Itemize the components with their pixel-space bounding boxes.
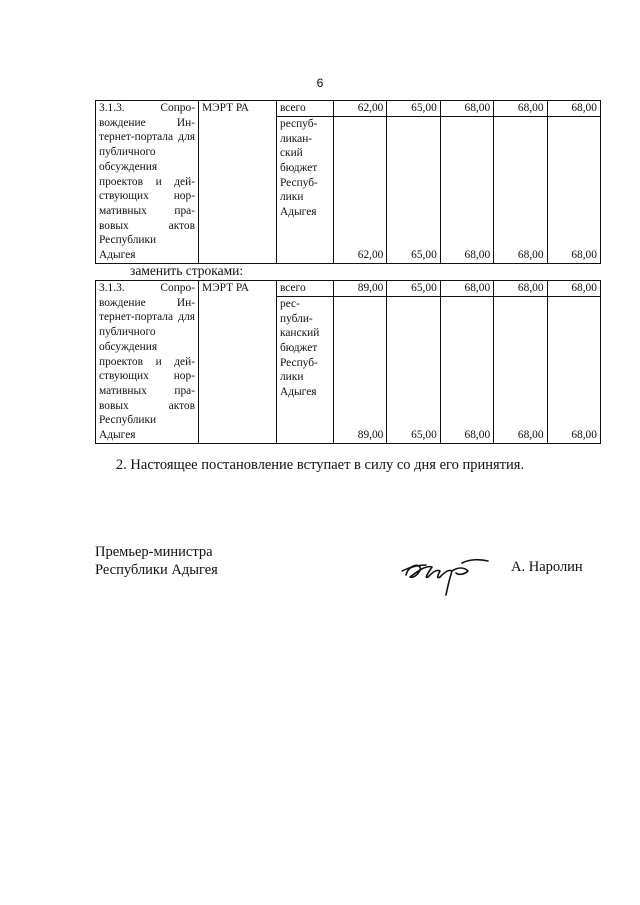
total-value-4: 68,00 (494, 281, 547, 297)
executor-cell: МЭРТ РА (199, 281, 277, 444)
budget-value-2: 65,00 (387, 296, 440, 443)
total-label: всего (277, 101, 334, 117)
budget-value-3: 68,00 (440, 116, 493, 263)
signatory-title (95, 543, 218, 579)
total-value-5: 68,00 (547, 101, 600, 117)
total-label: всего (277, 281, 334, 297)
total-value-2: 65,00 (387, 281, 440, 297)
budget-value-5: 68,00 (547, 296, 600, 443)
replace-instruction: заменить строками: (130, 263, 244, 278)
signatory-name: А. Наролин (511, 559, 583, 575)
budget-value-4: 68,00 (494, 296, 547, 443)
handwritten-signature (398, 545, 498, 600)
page-number: 6 (316, 76, 324, 90)
item-cell: 3.1.3. Сопро-вождение Ин-тернет-портала для публичного обсуждения проектов и дей-ствующих нор-мативных пра-вовых актов Республики Адыгея (96, 101, 199, 264)
total-value-1: 89,00 (334, 281, 387, 297)
total-value-5: 68,00 (547, 281, 600, 297)
total-value-3: 68,00 (440, 281, 493, 297)
budget-value-2: 65,00 (387, 116, 440, 263)
budget-value-4: 68,00 (494, 116, 547, 263)
budget-label: респуб-ликан-ский бюджет Респуб-лики Адыгея (277, 116, 334, 263)
signatory-title-line-2: Республики Адыгея (95, 562, 218, 578)
effective-clause: 2. Настоящее постановление вступает в силу со дня его принятия. (115, 457, 525, 473)
budget-value-5: 68,00 (547, 116, 600, 263)
budget-label: рес-публи-канский бюджет Респуб-лики Адыгея (277, 296, 334, 443)
budget-value-1: 62,00 (334, 116, 387, 263)
executor-cell: МЭРТ РА (199, 101, 277, 264)
budget-value-1: 89,00 (334, 296, 387, 443)
total-value-4: 68,00 (494, 101, 547, 117)
total-value-3: 68,00 (440, 101, 493, 117)
original-rows-table (95, 100, 601, 264)
item-cell: 3.1.3. Сопро-вождение Ин-тернет-портала для публичного обсуждения проектов и дей-ствующих нор-мативных пра-вовых актов Республики Адыгея (96, 281, 199, 444)
budget-value-3: 68,00 (440, 296, 493, 443)
total-value-1: 62,00 (334, 101, 387, 117)
signatory-title-line-1: Премьер-министра (95, 544, 213, 560)
new-rows-table (95, 280, 601, 444)
total-value-2: 65,00 (387, 101, 440, 117)
